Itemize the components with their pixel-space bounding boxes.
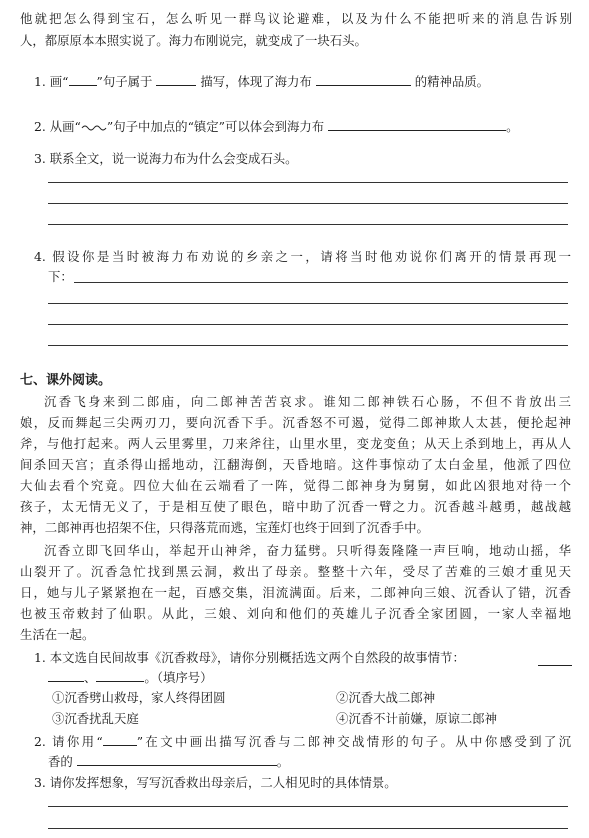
p1-line-4: 间杀回天宫；直杀得山摇地动，江翻海倒，天昏地暗。这件事惊动了太白金星，他派了四位 [20,457,571,472]
p1-line-6: 孩子，太无情无义了，于是相互使了眼色，暗中助了沉香一臂之力。沉香越斗越勇，越战越 [20,499,571,514]
p2-line-1: 沉香立即飞回华山，举起开山神斧，奋力猛劈。只听得轰隆隆一声巨响，地动山摇，华 [44,543,571,558]
q4-answer-line-2[interactable] [48,303,568,304]
reading-q2-mark-blank[interactable] [103,732,137,746]
reading-q1-line-1: 1. 本文选自民间故事《沉香救母》，请你分别概括选文两个自然段的故事情节： [34,650,465,665]
q1-quality-blank[interactable] [316,72,411,86]
q1-part-a: 1. 画“ [34,74,69,89]
reading-q1-blank-2[interactable] [48,668,84,682]
reading-q1-sep: 、 [84,670,97,685]
q2-answer-blank[interactable] [328,117,506,131]
intro-line-2: 人，都原原本本照实说了。海力布刚说完，就变成了一块石头。 [20,33,367,48]
p1-line-3: 斧，与他打起来。两人云里雾里，刀来斧往，山里水里，变龙变鱼；从天上杀到地上，再从人 [20,436,571,451]
q1-part-b: ”句子属于 [96,74,153,89]
q3-answer-line-1[interactable] [48,182,568,183]
reading-q3-answer-line-1[interactable] [48,806,568,807]
q4-answer-line-1[interactable] [74,282,568,283]
p2-line-3: 日，她与儿子紧紧抱在一起，百感交集，泪流满面。后来，二郎神向三娘、沉香认了错，沉香 [20,585,571,600]
q2-part-b: ”句子中加点的“镇定”可以体会到海力布 [106,119,325,134]
reading-q1-option-1: ①沉香劈山救母，家人终得团圆 [52,690,226,705]
q1-part-d: 的精神品质。 [414,74,490,89]
question-2 [34,117,574,136]
q1-mark-blank[interactable] [69,72,97,86]
reading-q2-answer-blank[interactable] [77,752,277,766]
question-3: 3. 联系全文，说一说海力布为什么会变成石头。 [34,151,298,166]
p1-line-5: 大仙去看个究竟。四位大仙在云端看了一阵，觉得二郎神身为舅舅，如此凶狠地对待一个 [20,478,571,493]
reading-q3-answer-line-2[interactable] [48,828,568,829]
reading-q2-line-2 [48,752,568,771]
reading-q1-blank-1[interactable] [538,652,572,666]
p1-line-1: 沉香飞身来到二郎庙，向二郎神苦苦哀求。谁知二郎神铁石心肠，不但不肯放出三 [44,394,571,409]
q1-description-blank[interactable] [156,72,196,86]
p1-line-2: 娘，反而舞起三尖两刃刀，要向沉香下手。沉香怒不可遏，觉得二郎神欺人太甚，便抡起神 [20,415,571,430]
p1-line-7: 神，二郎神再也招架不住，只得落荒而逃，宝莲灯也终于回到了沉香手中。 [20,520,429,535]
section-7-heading: 七、课外阅读。 [20,373,112,388]
reading-q3: 3. 请你发挥想象，写写沉香救出母亲后，二人相见时的具体情景。 [34,775,397,790]
q2-part-c: 。 [506,119,519,134]
reading-q2-part-b: ”在文中画出描写沉香与二郎神交战情形的句子。从中你感受到了沉 [136,734,571,749]
reading-q1-option-2: ②沉香大战二郎神 [336,690,436,705]
wavy-line-icon [81,121,107,131]
intro-line-1: 他就把怎么得到宝石，怎么听见一群鸟议论避难，以及为什么不能把听来的消息告诉别 [20,11,572,26]
reading-q1-fill: 。（填序号） [144,670,213,685]
question-4-line-2: 下： [48,269,73,284]
reading-q1-option-3: ③沉香扰乱天庭 [52,711,139,726]
q1-part-c: 描写，体现了海力布 [200,74,312,89]
reading-q1-option-4: ④沉香不计前嫌，原谅二郎神 [336,711,498,726]
reading-q2-end: 。 [276,754,290,769]
reading-q1-line-2 [48,668,568,687]
reading-q2-line-1 [34,732,571,751]
question-4-line-1: 4. 假设你是当时被海力布劝说的乡亲之一，请将当时他劝说你们离开的情景再现一 [34,249,571,264]
q3-answer-line-2[interactable] [48,203,568,204]
p2-line-2: 山裂开了。沉香急忙找到黑云洞，救出了母亲。整整十六年，受尽了苦难的三娘才重见天 [20,564,571,579]
question-1 [34,72,574,91]
q3-answer-line-3[interactable] [48,224,568,225]
p2-line-5: 生活在一起。 [20,627,95,642]
reading-q1-blank-3[interactable] [96,668,144,682]
q4-answer-line-4[interactable] [48,345,568,346]
reading-q2-part-a: 2. 请你用“ [34,734,103,749]
p2-line-4: 也被玉帝敕封了仙职。从此，三娘、刘向和他们的英雄儿子沉香全家团圆，一家人幸福地 [20,606,571,621]
q2-part-a: 2. 从画“ [34,119,81,134]
q4-answer-line-3[interactable] [48,324,568,325]
reading-q2-line-2-text: 香的 [48,754,73,769]
